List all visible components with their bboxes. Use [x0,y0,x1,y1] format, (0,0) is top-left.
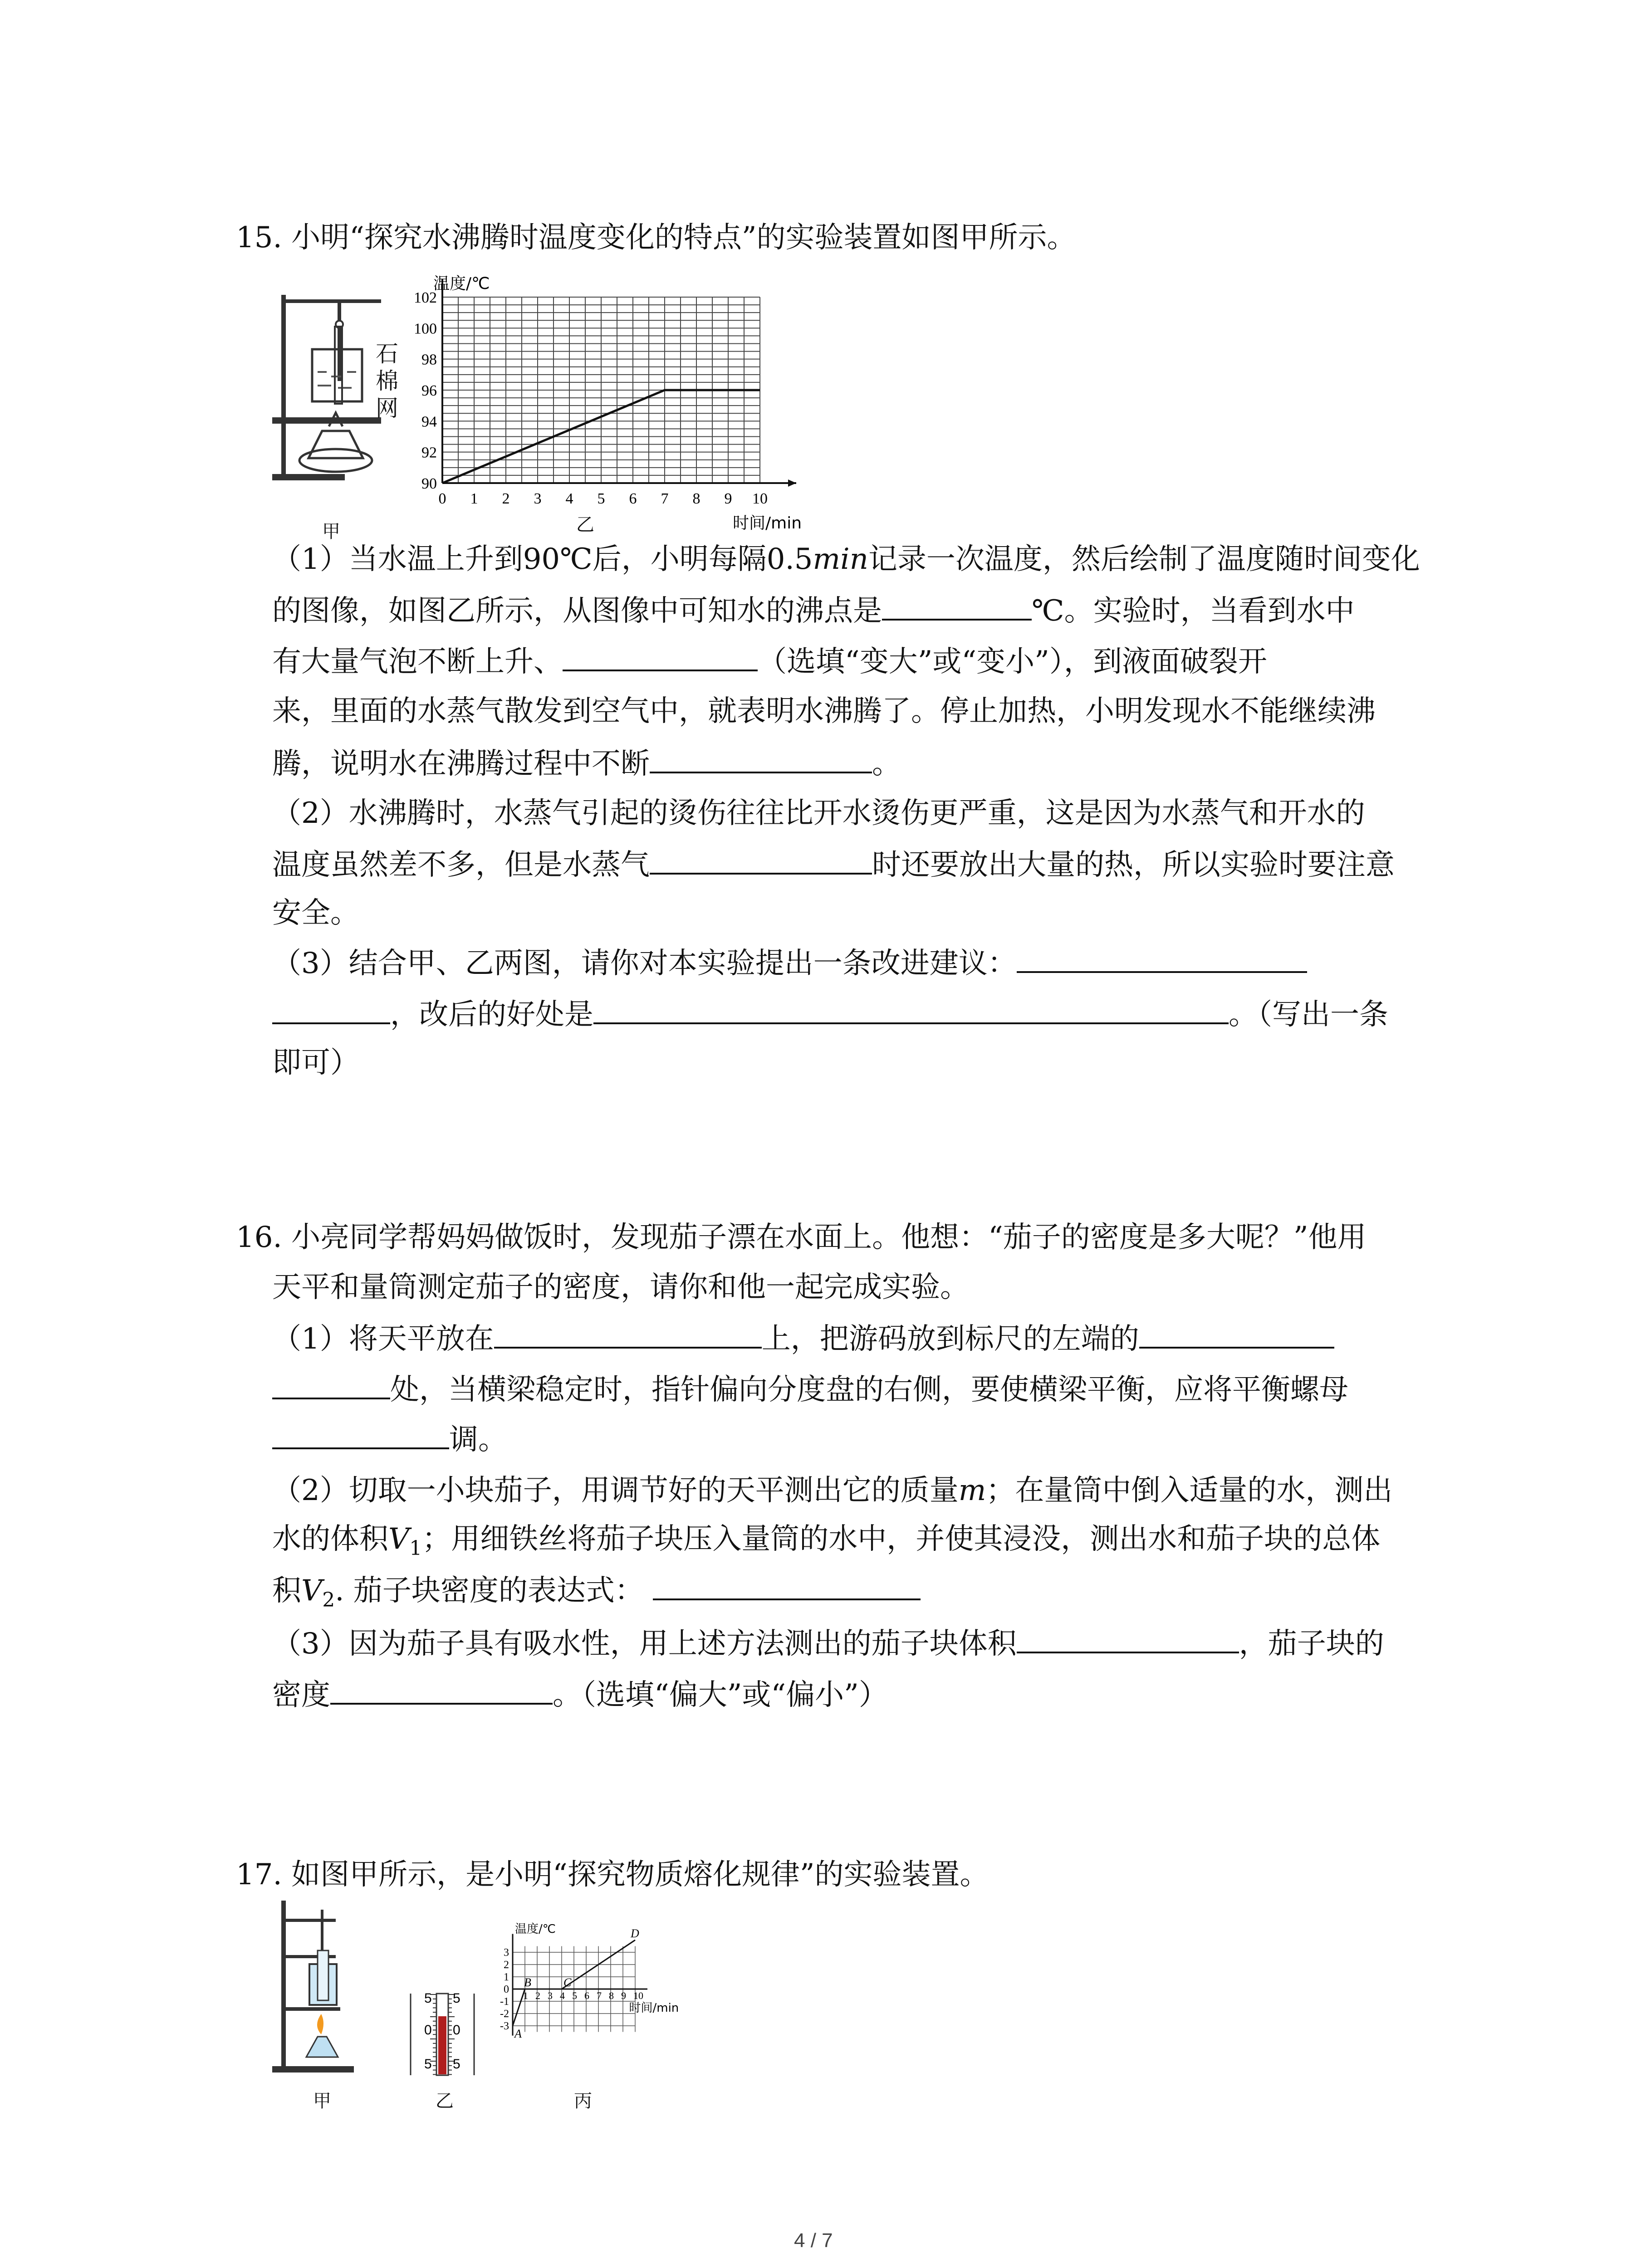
melting-temperature-chart [485,1894,740,2075]
x-tick-label: 5 [597,490,605,507]
point-d-label: D [631,1927,639,1940]
x-tick-label: 2 [502,490,510,507]
x-tick-label: 9 [621,1990,626,2001]
y-axis-label: 温度/℃ [433,274,490,293]
x-tick-label: 7 [597,1990,602,2001]
point-b-label: B [524,1976,531,1989]
q17-stem: 17. 如图甲所示，是小明“探究物质熔化规律”的实验装置。 [236,1858,989,1892]
q15-p1-line1: （1）当水温上升到90℃后，小明每隔0.5min记录一次温度，然后绘制了温度随时间变化 [272,543,1420,576]
q17-fig-bing-caption: 丙 [574,2091,592,2112]
x-tick-label: 3 [534,490,542,507]
thermometer-figure [408,1989,476,2080]
x-tick-label: 6 [584,1990,589,2001]
q15-p2-line2: 温度虽然差不多，但是水蒸气 时还要放出大量的热，所以实验时要注意 [272,843,1395,887]
q15-p1-line3: 有大量气泡不断上升、 （选填“变大”或“变小”），到液面破裂开 [272,640,1267,684]
thermo-tick-left-top: 5 [424,1991,432,2006]
answer-blank-volume-bias[interactable] [1017,1622,1239,1653]
x-tick-label: 2 [535,1990,540,2001]
point-c-label: C [563,1976,572,1989]
x-tick-label: 8 [609,1990,614,2001]
answer-blank-density-bias[interactable] [330,1673,553,1705]
x-tick-label: 3 [548,1990,553,2001]
q15-p2-line3: 安全。 [272,896,359,930]
q15-p1-line5: 腾，说明水在沸腾过程中不断 。 [272,742,901,786]
answer-blank-zero-mark[interactable] [1139,1317,1334,1349]
y-axis-label: 温度/℃ [515,1922,556,1936]
melting-apparatus-figure [272,1901,377,2082]
x-tick-label: 8 [692,490,700,507]
q16-p2-line1: （2）切取一小块茄子，用调节好的天平测出它的质量m；在量筒中倒入适量的水，测出 [272,1474,1393,1507]
q15-p2-line1: （2）水沸腾时，水蒸气引起的烫伤往往比开水烫伤更严重，这是因为水蒸气和开水的 [272,797,1365,830]
thermo-tick-left-bottom: 5 [424,2057,432,2072]
answer-blank-benefit[interactable] [593,992,1229,1024]
y-tick-label: 2 [504,1959,509,1971]
q16-p3-line2: 密度 。（选填“偏大”或“偏小”） [272,1673,888,1717]
q15-p1-line4: 来，里面的水蒸气散发到空气中，就表明水沸腾了。停止加热，小明发现水不能继续沸 [272,694,1376,728]
q15-p1-line2: 的图像，如图乙所示，从图像中可知水的沸点是 ℃。实验时，当看到水中 [272,589,1355,633]
q16-p2-line2: 水的体积$V_1$；用细铁丝将茄子块压入量筒的水中，并使其浸没，测出水和茄子块的总体 [272,1522,1381,1560]
answer-blank-zero-mark-cont[interactable] [272,1368,390,1399]
y-tick-label: 0 [504,1984,509,1995]
x-tick-label: 10 [633,1990,643,2001]
y-tick-label: 98 [421,351,437,368]
x-tick-label: 4 [560,1990,565,2001]
thermo-tick-right-mid: 0 [453,2023,460,2038]
y-tick-label: 92 [421,444,437,461]
answer-blank-suggestion[interactable] [1017,941,1307,973]
q15-fig-jia-caption: 甲 [322,521,340,542]
asbestos-net-label: 石棉网 [376,341,398,421]
y-tick-label: -3 [500,2020,509,2032]
answer-blank-boiling-point[interactable] [882,589,1032,621]
q15-p3-line1: （3）结合甲、乙两图，请你对本实验提出一条改进建议： [272,941,1307,985]
q16-p3-line1: （3）因为茄子具有吸水性，用上述方法测出的茄子块体积 ，茄子块的 [272,1622,1384,1666]
y-tick-label: -1 [500,1996,509,2008]
q16-line1: 16. 小亮同学帮妈妈做饭时，发现茄子漂在水面上。他想：“茄子的密度是多大呢？”他用 [236,1221,1367,1254]
q16-p1-line3: 调。 [272,1418,507,1461]
x-axis-label: 时间/min [629,2001,679,2015]
y-tick-label: 90 [421,475,437,492]
x-tick-label: 1 [470,490,478,507]
q15-fig-yi-caption: 乙 [576,514,594,535]
thermo-tick-left-mid: 0 [424,2023,432,2038]
x-tick-label: 0 [438,490,446,507]
x-axis-label: 时间/min [733,514,802,533]
y-tick-label: 102 [414,289,437,306]
q16-line2: 天平和量筒测定茄子的密度，请你和他一起完成实验。 [272,1271,969,1304]
answer-blank-steam-change[interactable] [650,843,872,875]
answer-blank-heat-absorb[interactable] [650,742,872,773]
y-tick-label: 96 [421,382,437,399]
x-axis-arrow [788,479,796,487]
q15-stem: 15. 小明“探究水沸腾时温度变化的特点”的实验装置如图甲所示。 [236,221,1076,254]
q16-p2-line3: 积$V_2$. 茄子块密度的表达式： [272,1569,921,1622]
q16-p1-line2: 处，当横梁稳定时，指针偏向分度盘的右侧，要使横梁平衡，应将平衡螺母 [272,1368,1348,1412]
thermo-tick-right-top: 5 [453,1991,460,2006]
x-tick-label: 1 [523,1990,528,2001]
answer-blank-suggestion-cont[interactable] [272,992,390,1024]
q15-p3-line3: 即可） [272,1046,359,1080]
boiling-temperature-chart [395,254,826,535]
q17-fig-yi-caption: 乙 [436,2091,454,2112]
q17-fig-jia-caption: 甲 [313,2091,331,2112]
answer-blank-density-expression[interactable] [653,1569,921,1600]
page-number: 4 / 7 [794,2229,833,2252]
x-tick-label: 9 [724,490,732,507]
answer-blank-nut-direction[interactable] [272,1418,449,1449]
x-tick-label: 7 [661,490,669,507]
y-tick-label: -2 [500,2008,509,2020]
q16-p1-line1: （1）将天平放在 上，把游码放到标尺的左端的 [272,1317,1334,1361]
y-tick-label: 100 [414,320,437,337]
x-tick-label: 4 [565,490,573,507]
answer-blank-balance-place[interactable] [494,1317,762,1349]
point-a-label: A [514,2027,522,2040]
x-tick-label: 10 [752,490,768,507]
y-tick-label: 3 [504,1947,509,1959]
answer-blank-bubble-change[interactable] [563,640,758,671]
q15-p3-line2: ，改后的好处是 。（写出一条 [272,992,1388,1036]
y-tick-label: 1 [504,1971,509,1983]
thermo-tick-right-bottom: 5 [453,2057,460,2072]
x-tick-label: 6 [629,490,637,507]
x-tick-label: 5 [572,1990,577,2001]
y-tick-label: 94 [421,413,437,430]
